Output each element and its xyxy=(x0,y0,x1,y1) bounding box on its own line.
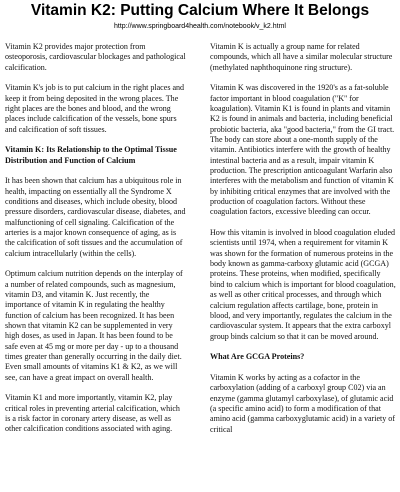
page-title: Vitamin K2: Putting Calcium Where It Belongs xyxy=(30,2,370,19)
paragraph-k1-k2-roles: Vitamin K1 and more importantly, vitamin K2, play critical roles in preventing arterial calcification, which is a risk factor in coronary artery disease, as well as other calcification conditions associated with aging. xyxy=(5,393,180,434)
paragraph-calcium-role: It has been shown that calcium has a ubiquitous role in health, impacting on essentially all the Syndrome X conditions and diseases, which include obesity, blood pressure disorders, cardiovascular disease, diabetes, and malfunctioning of cell signaling. Calcification of the arteries is a major known consequence of aging, as is the calcification of soft tissues and the accumulation of calcium intracellularly (within the cells). xyxy=(5,176,186,258)
paragraph-coagulation: How this vitamin is involved in blood coagulation eluded scientists until 1974, when a requirement for vitamin K was shown for the formation of numerous proteins in the body known as gamma-carboxy glutamic acid (GCGA) proteins. These proteins, when modified, specifically bind to calcium which is important for blood coagulation, as well as other critical processes, and through which calcium regulation affects cartilage, bone, protein in blood, and very importantly, regulates the calcium in the cardiovascular system. It appears that the extra carboxyl group binds calcium so that it can be moved around. xyxy=(210,228,396,341)
paragraph-cofactor: Vitamin K works by acting as a cofactor in the carboxylation (adding of a carboxyl group C02) via an enzyme (gamma glutamyl carboxylase), of glutamic acid (a specific amino acid) to form a modification of that amino acid (gamma carboxyglutamic acid) in a variety of critical xyxy=(210,372,396,434)
section-heading-gcga-proteins: What Are GCGA Proteins? xyxy=(210,352,305,362)
paragraph-vitamin-k-job: Vitamin K's job is to put calcium in the right places and keep it from being deposited in the wrong places. The right places are the bones and blood, and the wrong places include calcification of the vessels, bone spurs and calcification of soft tissues. xyxy=(5,83,185,134)
right-column xyxy=(210,42,396,445)
section-heading-calcium-distribution: Vitamin K: Its Relationship to the Optimal Tissue Distribution and Function of Calcium xyxy=(5,145,177,165)
source-url: http://www.springboard4health.com/notebook/v_k2.html xyxy=(114,23,286,30)
left-column xyxy=(5,42,187,445)
paragraph-group-name: Vitamin K is actually a group name for related compounds, which all have a similar molecular structure (methylated naphthoquinone ring structure). xyxy=(210,42,393,72)
paragraph-calcium-nutrition: Optimum calcium nutrition depends on the interplay of a number of related compounds, such as magnesium, vitamin D3, and vitamin K. Just recently, the importance of vitamin K in regulating the healthy function of calcium has been recognized. It has been shown that vitamin K2 can be supplemented in very high doses, as used in Japan. It has been found to be safe even at 45 mg or more per day - up to a thousand times greater than generally occurring in the daily diet. Even small amounts of vitamins K1 & K2, as we will see, can have a great impact on overall health. xyxy=(5,269,183,382)
paragraph-intro: Vitamin K2 provides major protection from osteoporosis, cardiovascular blockages and pathological calcification. xyxy=(5,42,186,72)
paragraph-discovery: Vitamin K was discovered in the 1920's as a fat-soluble factor important in blood coagulation ("K" for koagulation). Vitamin K1 is found in plants and vitamin K2 is found in animals and bacteria, including beneficial probiotic bacteria, aka "good bacteria," from the GI tract. The body can store about a one-month supply of the vitamin. Antibiotics interfere with the growth of healthy intestinal bacteria and as a result, impair vitamin K production. The prescription anticoagulant Warfarin also interferes with the metabolism and function of vitamin K by inhibiting critical enzymes that are involved with the production of coagulation factors. Without these coagulation factors, excessive bleeding can occur. xyxy=(210,83,395,217)
